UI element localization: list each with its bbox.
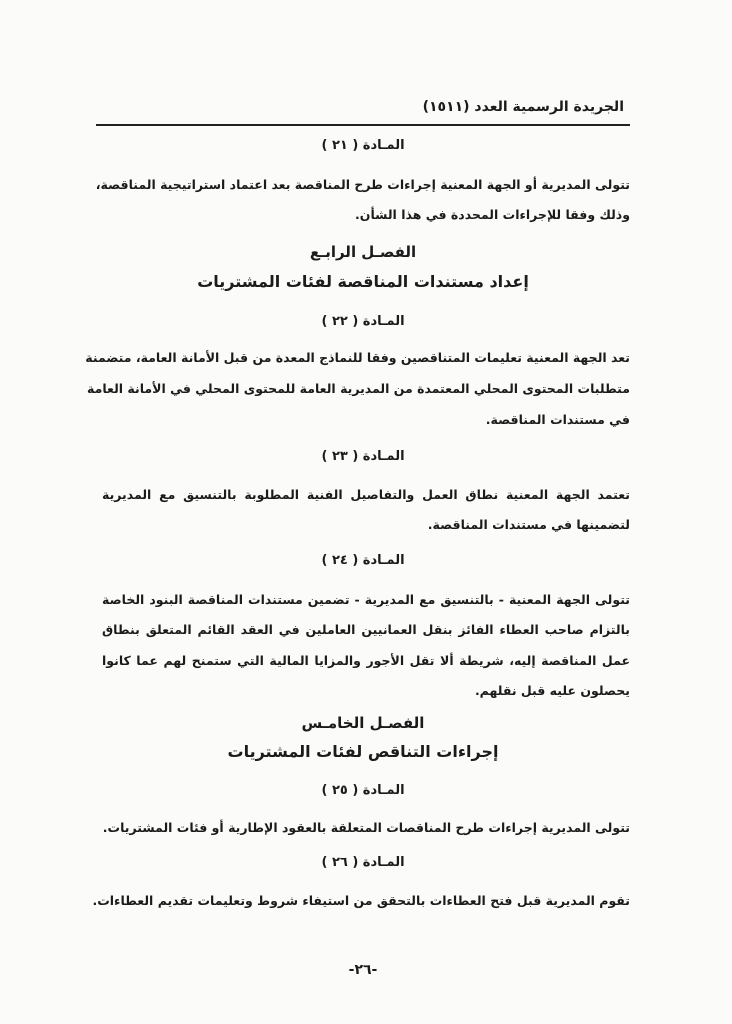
header-divider: [96, 124, 630, 126]
article-21-line-1: تتولى المديرية أو الجهة المعنية إجراءات طرح المناقصة بعد اعتماد استراتيجية المناقصة،: [95, 177, 630, 192]
article-25-line-1: تتولى المديرية إجراءات طرح المناقصات المتعلقة بالعقود الإطارية أو فئات المشتريات.: [102, 820, 630, 835]
running-header: الجريدة الرسمية العدد (١٥١١): [422, 99, 624, 115]
article-23-line-2: لتضمينها في مستندات المناقصة.: [427, 517, 630, 532]
article-22-line-3: في مستندات المناقصة.: [485, 412, 630, 427]
article-23-line-1: تعتمد الجهة المعنية نطاق العمل والتفاصيل الفنية المطلوبة بالتنسيق مع المديرية: [102, 487, 630, 502]
article-23-heading: المـادة ( ٢٣ ): [321, 449, 405, 464]
article-25-heading: المـادة ( ٢٥ ): [321, 783, 405, 798]
article-24-line-1: تتولى الجهة المعنية - بالتنسيق مع المديرية - تضمين مستندات المناقصة البنود الخاصة: [102, 592, 630, 607]
chapter-4-title: إعداد مستندات المناقصة لفئات المشتريات: [197, 272, 529, 291]
article-24-line-3: عمل المناقصة إليه، شريطة ألا تقل الأجور والمزايا المالية التي ستمنح لهم عما كانوا: [102, 653, 630, 668]
article-26-heading: المـادة ( ٢٦ ): [321, 855, 405, 870]
chapter-5-title: إجراءات التناقص لفئات المشتريات: [227, 742, 499, 761]
article-22-heading: المـادة ( ٢٢ ): [321, 314, 405, 329]
article-24-heading: المـادة ( ٢٤ ): [321, 553, 405, 568]
article-21-line-2: وذلك وفقا للإجراءات المحددة في هذا الشأن.: [355, 207, 630, 222]
article-26-line-1: تقوم المديرية قبل فتح العطاءات بالتحقق من استيفاء شروط وتعليمات تقديم العطاءات.: [92, 893, 630, 908]
article-24-line-4: يحصلون عليه قبل نقلهم.: [474, 683, 630, 698]
chapter-4-label: الفصـل الرابـع: [309, 243, 417, 261]
page-number: -٢٦-: [348, 962, 378, 978]
article-24-line-2: بالتزام صاحب العطاء الفائز بنقل العمانيين العاملين في العقد القائم المتعلق بنطاق: [102, 622, 630, 637]
article-22-line-1: تعد الجهة المعنية تعليمات المتناقصين وفقا للنماذج المعدة من قبل الأمانة العامة، متضمنة: [85, 350, 630, 365]
article-22-line-2: متطلبات المحتوى المحلي المعتمدة من المديرية العامة للمحتوى المحلي في الأمانة العامة: [87, 381, 630, 396]
chapter-5-label: الفصـل الخامـس: [301, 714, 425, 732]
article-21-heading: المـادة ( ٢١ ): [321, 138, 405, 153]
